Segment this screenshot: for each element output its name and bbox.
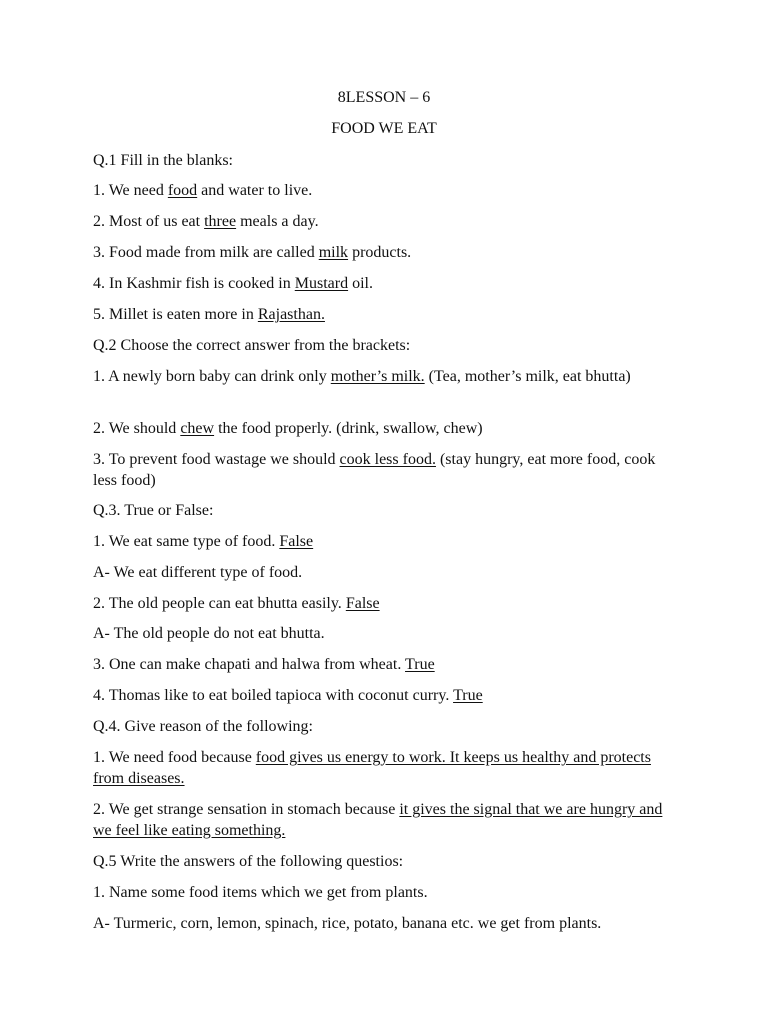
answer: True [405, 656, 435, 673]
q1-item-3: 3. Food made from milk are called milk products. [93, 244, 412, 261]
lesson-number: 8LESSON – 6 [337, 89, 431, 106]
q3-item-4: 4. Thomas like to eat boiled tapioca with coconut curry. True [93, 687, 483, 704]
answer: False [345, 595, 380, 612]
q3-answer-2: A- The old people do not eat bhutta. [93, 625, 325, 642]
q2-item-1: 1. A newly born baby can drink only mother’s milk. (Tea, mother’s milk, eat bhutta) [93, 368, 631, 385]
answer: it gives the signal that we are hungry and we feel like eating something. [93, 801, 663, 839]
q3-item-3: 3. One can make chapati and halwa from wheat. True [93, 656, 435, 673]
answer: cook less food. [339, 451, 436, 468]
q2-item-2: 2. We should chew the food properly. (drink, swallow, chew) [93, 420, 483, 437]
answer: mother’s milk. [330, 368, 425, 385]
q2-item-3: 3. To prevent food wastage we should cook less food. (stay hungry, eat more food, cook less food) [93, 451, 656, 489]
q3-item-1: 1. We eat same type of food. False [93, 533, 314, 550]
q4-item-2: 2. We get strange sensation in stomach because it gives the signal that we are hungry and we feel like eating something. [93, 801, 663, 839]
q4-item-1: 1. We need food because food gives us energy to work. It keeps us healthy and protects from diseases. [93, 749, 651, 787]
q1-item-5: 5. Millet is eaten more in Rajasthan. [93, 306, 325, 323]
answer: chew [180, 420, 215, 437]
answer: milk [318, 244, 349, 261]
answer: three [204, 213, 237, 230]
q5-heading: Q.5 Write the answers of the following questios: [93, 853, 404, 870]
q3-heading: Q.3. True or False: [93, 502, 214, 519]
q2-heading: Q.2 Choose the correct answer from the brackets: [93, 337, 411, 354]
q1-item-2: 2. Most of us eat three meals a day. [93, 213, 319, 230]
q5-item-1: 1. Name some food items which we get from plants. [93, 884, 428, 901]
answer: Mustard [294, 275, 349, 292]
answer: False [279, 533, 314, 550]
answer: Rajasthan. [257, 306, 325, 323]
q5-answer-1: A- Turmeric, corn, lemon, spinach, rice, potato, banana etc. we get from plants. [93, 915, 602, 932]
q3-item-2: 2. The old people can eat bhutta easily. False [93, 595, 380, 612]
q1-item-1: 1. We need food and water to live. [93, 182, 313, 199]
answer: True [453, 687, 483, 704]
q3-answer-1: A- We eat different type of food. [93, 564, 303, 581]
answer: food [167, 182, 198, 199]
q1-heading: Q.1 Fill in the blanks: [93, 152, 233, 169]
answer: food gives us energy to work. It keeps us healthy and protects from diseases. [93, 749, 651, 787]
lesson-title: FOOD WE EAT [331, 120, 437, 137]
q1-item-4: 4. In Kashmir fish is cooked in Mustard oil. [93, 275, 373, 292]
q4-heading: Q.4. Give reason of the following: [93, 718, 313, 735]
